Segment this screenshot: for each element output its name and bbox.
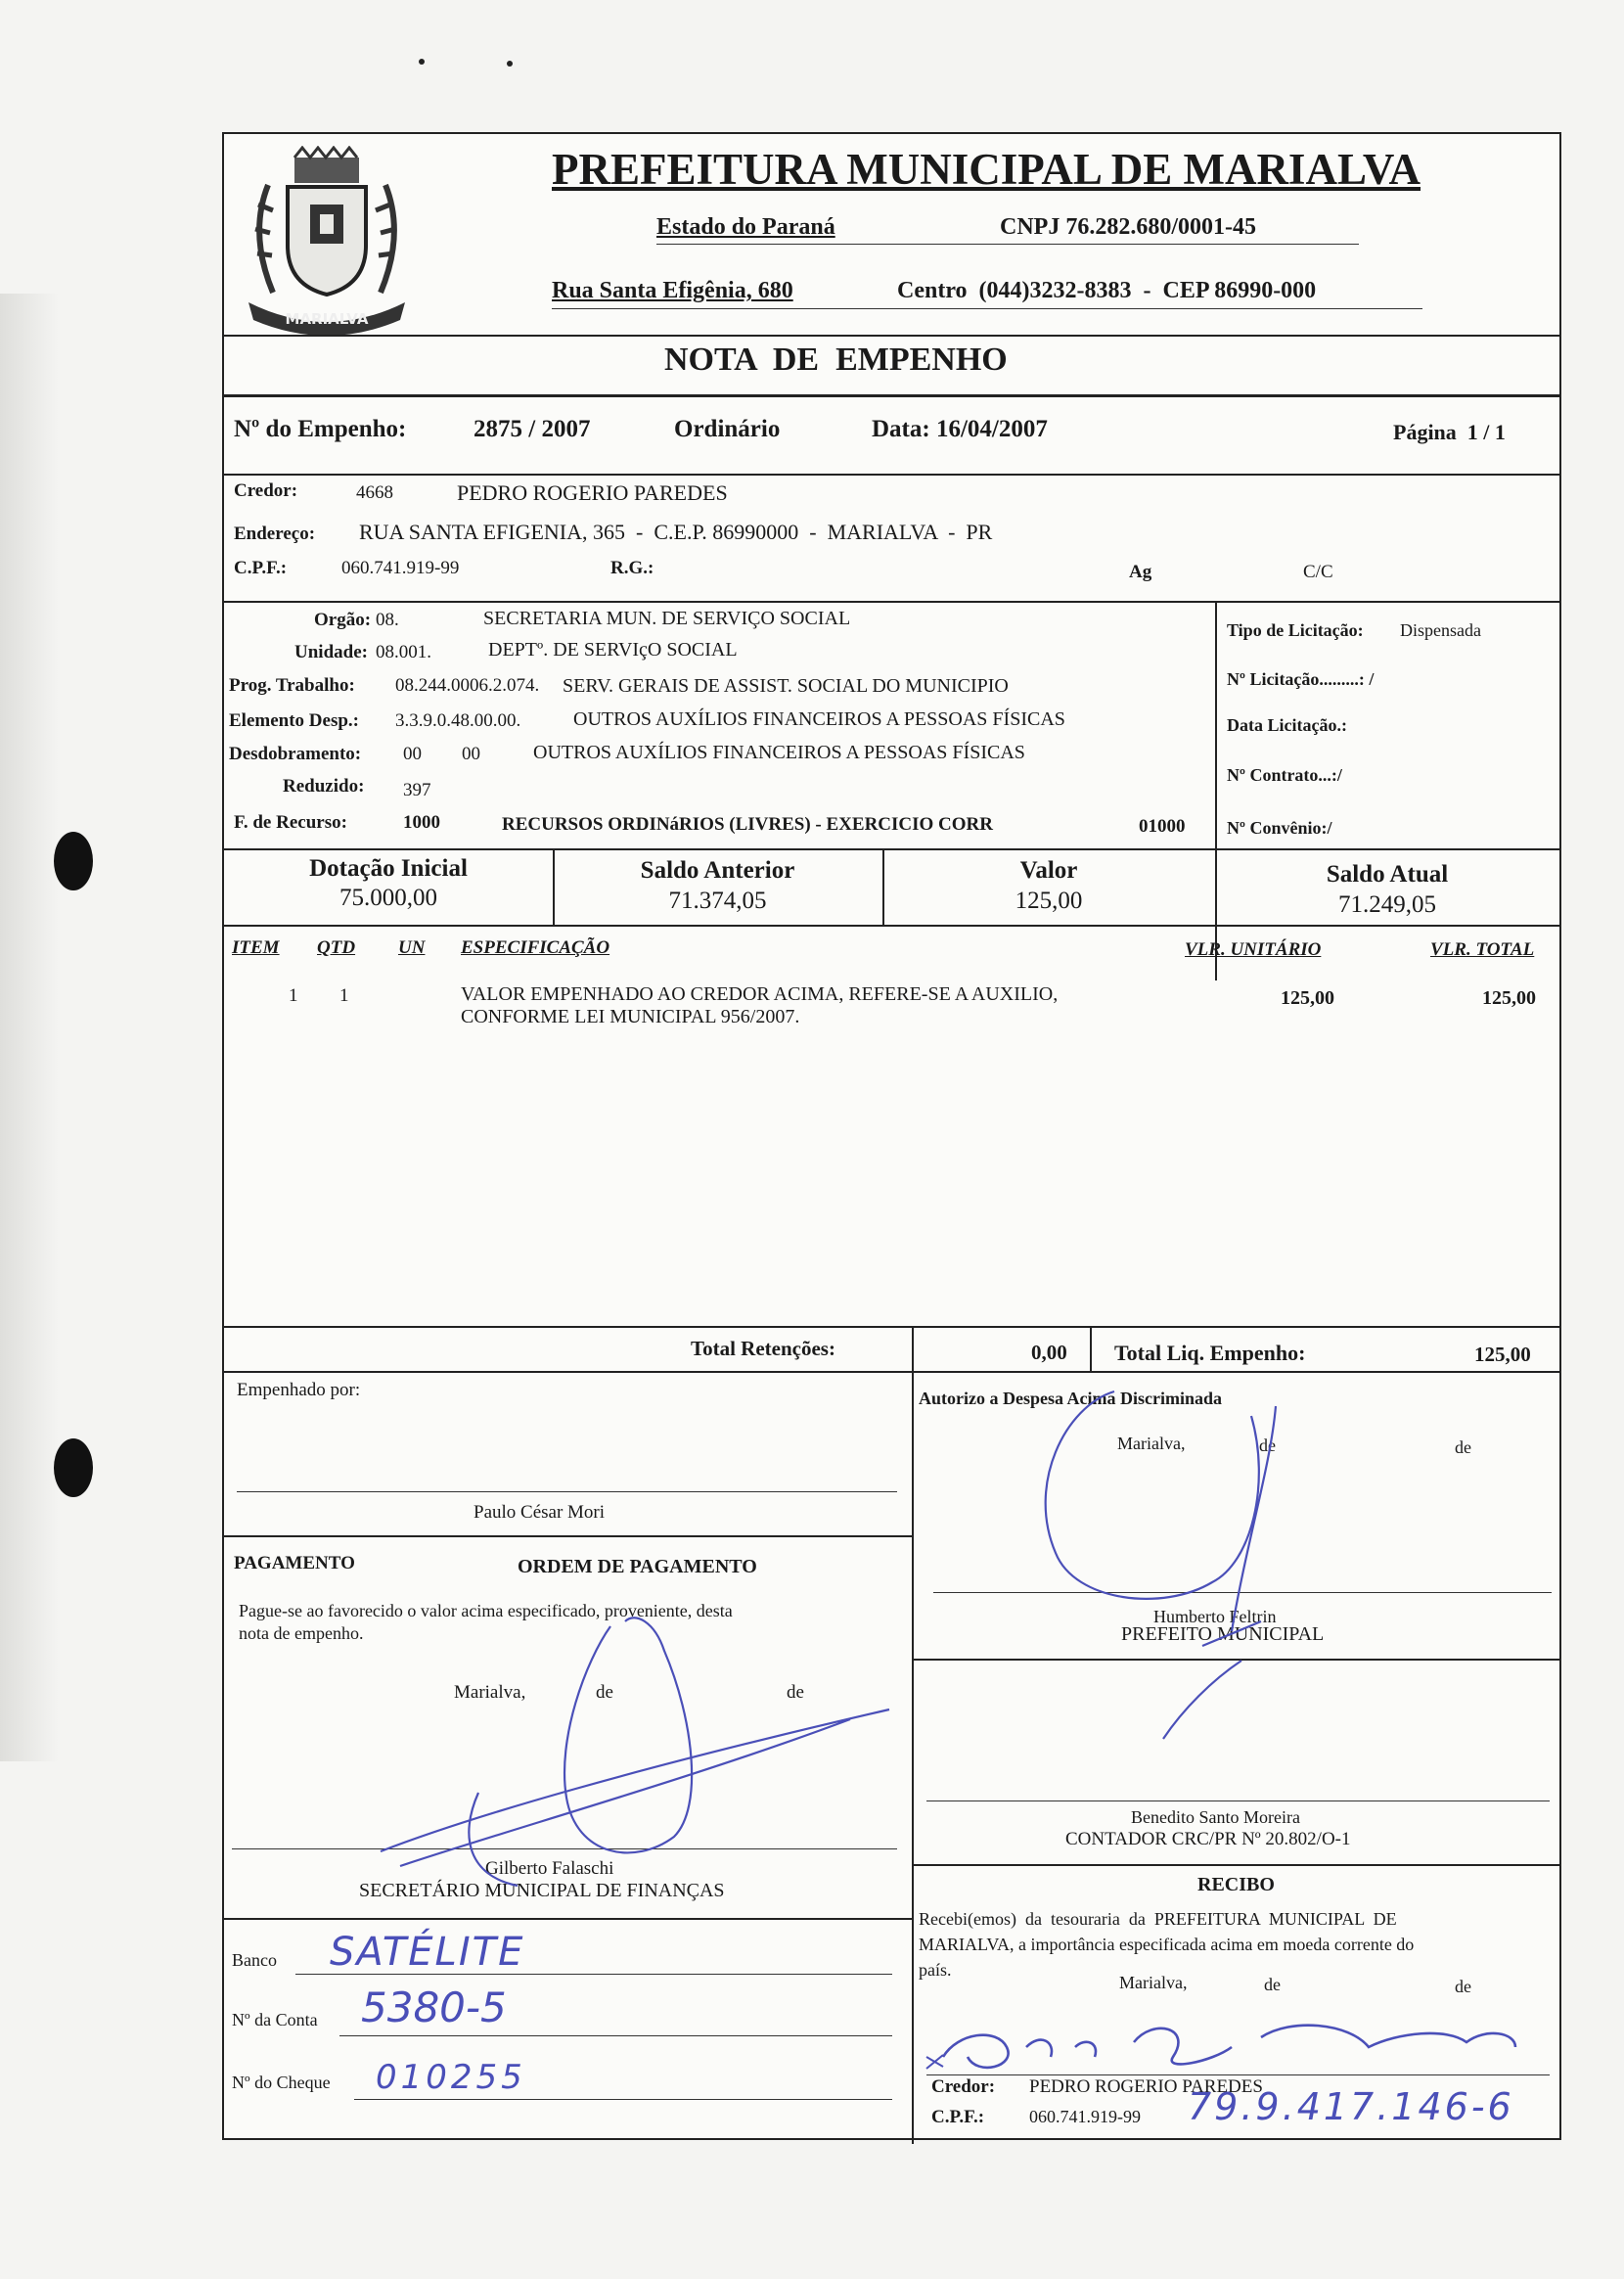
empenhado-signature-line bbox=[237, 1491, 897, 1492]
recibo-cpf-label: C.P.F.: bbox=[931, 2107, 985, 2127]
orgao-code: 08. bbox=[376, 610, 399, 630]
header-title: PREFEITURA MUNICIPAL DE MARIALVA bbox=[552, 145, 1421, 194]
cheque-line bbox=[354, 2099, 892, 2100]
punch-hole-top bbox=[54, 832, 93, 890]
divider bbox=[224, 1918, 912, 1920]
divider bbox=[224, 848, 1559, 850]
recurso-label: F. de Recurso: bbox=[234, 812, 347, 833]
scan-shadow bbox=[0, 294, 59, 1761]
pagamento-de2: de bbox=[787, 1682, 804, 1703]
rg-label: R.G.: bbox=[610, 558, 654, 578]
retencoes-value: 0,00 bbox=[1031, 1341, 1067, 1364]
item-unit-price: 125,00 bbox=[1281, 987, 1334, 1009]
valor-value: 125,00 bbox=[1015, 888, 1083, 914]
divider bbox=[1215, 601, 1217, 980]
licitacao-data: Data Licitação.: bbox=[1227, 715, 1347, 735]
elemento-label: Elemento Desp.: bbox=[229, 710, 359, 731]
endereco-label: Endereço: bbox=[234, 524, 316, 544]
empenho-label: Nº do Empenho: bbox=[234, 416, 407, 442]
col-vlr-unitario: VLR. UNITÁRIO bbox=[1185, 939, 1322, 960]
crest-banner-text: MARIALVA bbox=[285, 310, 369, 328]
item-number: 1 bbox=[289, 985, 298, 1006]
divider bbox=[224, 601, 1559, 603]
cc-label: C/C bbox=[1303, 562, 1333, 582]
cheque-label: Nº do Cheque bbox=[232, 2073, 331, 2092]
recurso-value: RECURSOS ORDINáRIOS (LIVRES) - EXERCICIO CORR bbox=[502, 814, 993, 835]
empenho-number: 2875 / 2007 bbox=[474, 416, 591, 442]
licitacao-numero: Nº Licitação.........: / bbox=[1227, 669, 1375, 689]
conta-value: 5380-5 bbox=[361, 1983, 507, 2031]
divider bbox=[224, 1371, 1559, 1373]
elemento-value: OUTROS AUXÍLIOS FINANCEIROS A PESSOAS FÍSICAS bbox=[573, 708, 1065, 730]
licitacao-convenio: Nº Convênio:/ bbox=[1227, 818, 1332, 838]
header-cnpj: CNPJ 76.282.680/0001-45 bbox=[1000, 214, 1256, 240]
contador-role: CONTADOR CRC/PR Nº 20.802/O-1 bbox=[1065, 1829, 1351, 1849]
reduzido-label: Reduzido: bbox=[283, 776, 365, 797]
desdobramento-b: 00 bbox=[462, 744, 480, 764]
col-vlr-total: VLR. TOTAL bbox=[1430, 939, 1535, 960]
cheque-value: 010255 bbox=[376, 2058, 526, 2097]
header-address-underline bbox=[552, 308, 1422, 309]
prefeito-signature-stroke bbox=[1046, 1391, 1259, 1599]
unidade-code: 08.001. bbox=[376, 642, 431, 662]
cpf-value: 060.741.919-99 bbox=[341, 558, 460, 578]
pagamento-city: Marialva, bbox=[454, 1682, 526, 1703]
item-total: 125,00 bbox=[1482, 987, 1536, 1009]
prog-value: SERV. GERAIS DE ASSIST. SOCIAL DO MUNICIPIO bbox=[563, 675, 1009, 697]
col-especificacao: ESPECIFICAÇÃO bbox=[461, 937, 610, 958]
orgao-value: SECRETARIA MUN. DE SERVIÇO SOCIAL bbox=[483, 608, 851, 629]
autorizo-de1: de bbox=[1259, 1436, 1276, 1455]
recurso-tail: 01000 bbox=[1139, 816, 1186, 837]
desdobramento-a: 00 bbox=[403, 744, 422, 764]
col-qtd: QTD bbox=[317, 937, 356, 958]
municipal-crest bbox=[234, 146, 420, 337]
punch-hole-bottom bbox=[54, 1438, 93, 1497]
contador-signature-line bbox=[926, 1800, 1550, 1801]
total-liq-label: Total Liq. Empenho: bbox=[1114, 1341, 1306, 1365]
dotacao-label: Dotação Inicial bbox=[309, 855, 468, 882]
divider bbox=[224, 335, 1559, 337]
divider bbox=[224, 394, 1559, 397]
conta-label: Nº da Conta bbox=[232, 2010, 318, 2029]
empenho-date: Data: 16/04/2007 bbox=[872, 416, 1048, 442]
credor-name: PEDRO ROGERIO PAREDES bbox=[457, 480, 728, 505]
recibo-text-line1: Recebi(emos) da tesouraria da PREFEITURA MUNICIPAL DE bbox=[919, 1909, 1397, 1929]
divider bbox=[912, 1326, 914, 2144]
banco-label: Banco bbox=[232, 1950, 277, 1970]
recibo-credor-label: Credor: bbox=[931, 2076, 996, 2097]
recibo-de2: de bbox=[1455, 1977, 1471, 1996]
ag-label: Ag bbox=[1129, 562, 1152, 582]
gilberto-role: SECRETÁRIO MUNICIPAL DE FINANÇAS bbox=[359, 1880, 725, 1901]
pagamento-signature-line bbox=[232, 1848, 897, 1849]
recibo-city: Marialva, bbox=[1119, 1973, 1188, 1992]
gilberto-name: Gilberto Falaschi bbox=[485, 1858, 614, 1879]
pagamento-de1: de bbox=[596, 1682, 613, 1703]
empenhado-name: Paulo César Mori bbox=[474, 1502, 606, 1523]
recibo-credor-name: PEDRO ROGERIO PAREDES bbox=[1029, 2076, 1263, 2097]
ordem-pagamento-label: ORDEM DE PAGAMENTO bbox=[518, 1556, 757, 1577]
banco-value: SATÉLITE bbox=[330, 1930, 525, 1975]
col-item: ITEM bbox=[232, 937, 280, 958]
elemento-code: 3.3.9.0.48.00.00. bbox=[395, 710, 521, 731]
pagamento-label: PAGAMENTO bbox=[234, 1553, 355, 1573]
saldo-anterior-label: Saldo Anterior bbox=[640, 857, 795, 884]
secretario-signature-loop bbox=[564, 1618, 692, 1852]
col-un: UN bbox=[398, 937, 426, 958]
reduzido-value: 397 bbox=[403, 780, 431, 800]
total-liq-value: 125,00 bbox=[1474, 1343, 1531, 1366]
saldo-atual-value: 71.249,05 bbox=[1338, 891, 1436, 918]
recibo-text-line2: MARIALVA, a importância especificada acima em moeda corrente do bbox=[919, 1935, 1415, 1954]
licitacao-tipo-label: Tipo de Licitação: bbox=[1227, 620, 1364, 640]
empenhado-label: Empenhado por: bbox=[237, 1380, 361, 1400]
doc-title: NOTA DE EMPENHO bbox=[664, 342, 1008, 378]
divider bbox=[1090, 1326, 1092, 1371]
desdobramento-value: OUTROS AUXÍLIOS FINANCEIROS A PESSOAS FÍSICAS bbox=[533, 742, 1025, 763]
autorizo-label: Autorizo a Despesa Acima Discriminada bbox=[919, 1389, 1222, 1408]
unidade-label: Unidade: bbox=[294, 642, 368, 662]
secretario-signature-lines bbox=[381, 1709, 889, 1886]
unidade-value: DEPTº. DE SERVIçO SOCIAL bbox=[488, 639, 738, 661]
recurso-code: 1000 bbox=[403, 812, 440, 833]
prog-label: Prog. Trabalho: bbox=[229, 675, 355, 696]
pagamento-text-line2: nota de empenho. bbox=[239, 1623, 364, 1643]
recibo-handwritten-rg: 79.9.417.146-6 bbox=[1188, 2085, 1514, 2128]
item-desc-line1: VALOR EMPENHADO AO CREDOR ACIMA, REFERE-SE A AUXILIO, bbox=[461, 983, 1059, 1005]
humberto-role: PREFEITO MUNICIPAL bbox=[1121, 1623, 1325, 1645]
item-desc-line2: CONFORME LEI MUNICIPAL 956/2007. bbox=[461, 1006, 800, 1027]
saldo-anterior-value: 71.374,05 bbox=[668, 888, 767, 914]
recibo-title: RECIBO bbox=[1197, 1874, 1275, 1895]
conta-line bbox=[339, 2035, 892, 2036]
credor-code: 4668 bbox=[356, 482, 393, 503]
contador-name: Benedito Santo Moreira bbox=[1131, 1807, 1300, 1827]
pagamento-text-line1: Pague-se ao favorecido o valor acima especificado, proveniente, desta bbox=[239, 1601, 733, 1620]
cpf-label: C.P.F.: bbox=[234, 558, 288, 578]
prog-code: 08.244.0006.2.074. bbox=[395, 675, 540, 696]
credor-signature-stroke bbox=[943, 2026, 1515, 2068]
nota-empenho-form bbox=[222, 132, 1561, 2140]
licitacao-contrato: Nº Contrato...:/ bbox=[1227, 765, 1342, 785]
recibo-de1: de bbox=[1264, 1975, 1281, 1994]
licitacao-tipo-value: Dispensada bbox=[1400, 620, 1481, 640]
divider bbox=[224, 1535, 912, 1537]
recibo-text-line3: país. bbox=[919, 1960, 952, 1980]
header-cnpj-underline bbox=[656, 244, 1359, 245]
header-address-tail: Centro (044)3232-8383 - CEP 86990-000 bbox=[897, 278, 1317, 303]
divider bbox=[912, 1864, 1559, 1866]
endereco-value: RUA SANTA EFIGENIA, 365 - C.E.P. 86990000 - MARIALVA - PR bbox=[359, 520, 993, 544]
scan-mark-dot bbox=[419, 59, 425, 65]
credor-label: Credor: bbox=[234, 480, 298, 501]
recibo-cpf-value: 060.741.919-99 bbox=[1029, 2107, 1141, 2126]
recibo-signature-line bbox=[926, 2074, 1550, 2075]
divider bbox=[224, 1326, 1559, 1328]
item-qtd: 1 bbox=[339, 985, 349, 1006]
saldo-atual-label: Saldo Atual bbox=[1326, 861, 1449, 888]
valor-label: Valor bbox=[1019, 857, 1078, 884]
divider bbox=[224, 925, 1559, 927]
header-state: Estado do Paraná bbox=[656, 214, 835, 240]
header-street: Rua Santa Efigênia, 680 bbox=[552, 278, 793, 303]
autorizo-city: Marialva, bbox=[1117, 1434, 1186, 1453]
retencoes-label: Total Retenções: bbox=[691, 1337, 835, 1360]
divider bbox=[224, 474, 1559, 476]
humberto-name: Humberto Feltrin bbox=[1153, 1607, 1277, 1626]
autorizo-de2: de bbox=[1455, 1437, 1471, 1457]
prefeito-signature-flourish bbox=[1163, 1406, 1276, 1739]
divider bbox=[912, 1659, 1559, 1661]
credor-signature-mark bbox=[926, 2055, 943, 2069]
autorizo-signature-line bbox=[933, 1592, 1552, 1593]
dotacao-value: 75.000,00 bbox=[339, 885, 437, 911]
scan-mark-dot bbox=[507, 61, 513, 67]
desdobramento-label: Desdobramento: bbox=[229, 744, 362, 764]
orgao-label: Orgão: bbox=[314, 610, 372, 630]
page-indicator: Página 1 / 1 bbox=[1393, 420, 1506, 444]
empenho-type: Ordinário bbox=[674, 416, 781, 442]
